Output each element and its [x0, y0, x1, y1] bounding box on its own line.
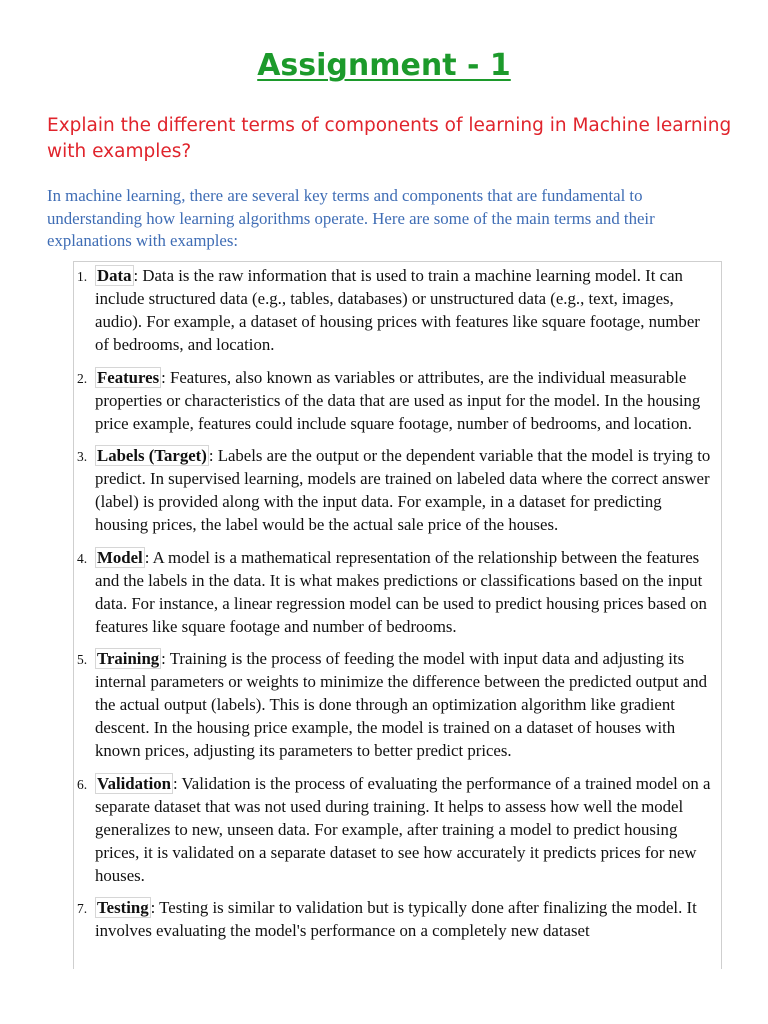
list-number: 2.	[77, 370, 88, 386]
list-number: 6.	[77, 776, 88, 792]
term-label: Validation	[97, 773, 171, 793]
term-description: : Training is the process of feeding the model with input data and adjusting its internal parameters or weights to minimize the difference between the predicted output and the actual output (labels). This is done through an optimization algorithm like gradient descent. In the housing price example, the model is trained on a dataset of houses with known prices, adjusting its parameters to better predict prices.	[95, 649, 707, 760]
list-item-training	[74, 647, 721, 762]
list-item-features	[74, 366, 721, 435]
term-label: Model	[97, 547, 143, 567]
list-number: 4.	[77, 550, 88, 566]
list-number: 1.	[77, 269, 88, 284]
list-number: 5.	[77, 652, 88, 667]
list-item-labels	[74, 444, 721, 536]
term-label: Testing	[97, 898, 149, 917]
term-description: : Data is the raw information that is used to train a machine learning model. It can include structured data (e.g., tables, databases) or unstructured data (e.g., text, images, audio). For example, a dataset of housing prices with features like square footage, number of bedrooms, and location.	[95, 266, 700, 354]
title-text: Assignment - 1	[257, 48, 511, 83]
list-item-model	[74, 546, 721, 638]
terms-list	[74, 264, 721, 942]
terms-list-container	[73, 261, 722, 969]
question-heading: Explain the different terms of components of learning in Machine learning with examples?	[47, 115, 732, 162]
list-item-data	[74, 264, 721, 356]
term-description: : Features, also known as variables or attributes, are the individual measurable properties or characteristics of the data that are used as input for the model. In the housing price example, features could include square footage, number of bedrooms, and location.	[95, 367, 701, 433]
term-label: Features	[97, 367, 160, 387]
list-item-testing	[74, 896, 721, 942]
term-label: Training	[97, 649, 160, 668]
intro-paragraph: In machine learning, there are several key terms and components that are fundamental to understanding how learning algorithms operate. Here are some of the main terms and their explanations with examples:	[47, 186, 655, 251]
term-description: : Labels are the output or the dependent variable that the model is trying to predict. In supervised learning, models are trained on labeled data where the correct answer (label) is provided along with the input data. For example, in a dataset for predicting housing prices, the label would be the actual sale price of the houses.	[95, 446, 711, 534]
term-label: Labels (Target)	[97, 446, 207, 465]
page-title	[0, 44, 768, 88]
list-number: 3.	[77, 449, 88, 464]
term-label: Data	[97, 266, 132, 285]
term-description: : A model is a mathematical representation of the relationship between the features and the labels in the data. It is what makes predictions or classifications based on the input data. For instance, a linear regression model can be used to predict housing prices based on features like square footage and number of bedrooms.	[95, 547, 707, 636]
term-description: : Validation is the process of evaluating the performance of a trained model on a separate dataset that was not used during training. It helps to assess how well the model generalizes to new, unseen data. For example, after training a model to predict housing prices, it is validated on a separate dataset to see how accurately it predicts prices for new houses.	[95, 773, 711, 885]
term-description: : Testing is similar to validation but is typically done after finalizing the model. It involves evaluating the model's performance on a completely new dataset	[95, 898, 697, 940]
list-item-validation	[74, 772, 721, 887]
list-number: 7.	[77, 901, 88, 916]
